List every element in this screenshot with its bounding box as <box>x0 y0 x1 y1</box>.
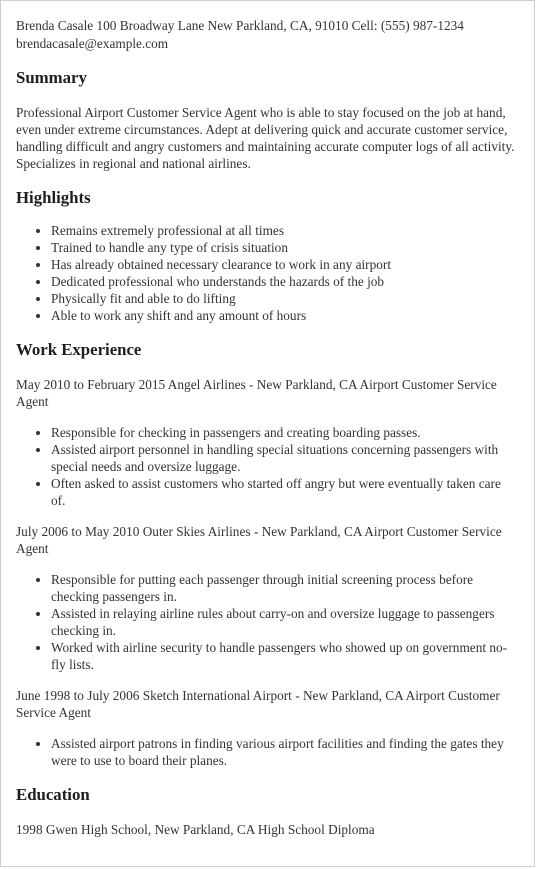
contact-line: Brenda Casale 100 Broadway Lane New Parkland, CA, 91010 Cell: (555) 987-1234 <box>16 18 464 33</box>
job-duty: • Assisted airport patrons in finding various airport facilities and finding the gates they were to use to board their planes. <box>51 735 518 769</box>
highlights-heading: Highlights <box>16 188 91 207</box>
contact-email: brendacasale@example.com <box>16 36 169 51</box>
highlight-item: • Remains extremely professional at all times <box>51 222 518 239</box>
job-title: July 2006 to May 2010 Outer Skies Airlines - New Parkland, CA Airport Customer Service Agent <box>16 524 502 556</box>
highlight-item: • Dedicated professional who understands the hazards of the job <box>51 273 518 290</box>
job-duty: • Often asked to assist customers who started off angry but were eventually taken care of. <box>51 475 518 509</box>
job-duties-list <box>16 424 518 509</box>
highlight-item: • Physically fit and able to do lifting <box>51 290 518 307</box>
job-duty: • Responsible for checking in passengers and creating boarding passes. <box>51 424 518 441</box>
summary-heading: Summary <box>16 68 87 87</box>
job-duty: • Assisted in relaying airline rules about carry-on and oversize luggage to passengers checking in. <box>51 605 518 639</box>
work-experience-heading: Work Experience <box>16 340 142 359</box>
job-title: June 1998 to July 2006 Sketch International Airport - New Parkland, CA Airport Customer Service Agent <box>16 688 500 720</box>
job-duty: • Assisted airport personnel in handling special situations concerning passengers with special needs and oversize luggage. <box>51 441 518 475</box>
summary-text: Professional Airport Customer Service Agent who is able to stay focused on the job at hand, even under extreme circumstances. Adept at delivering quick and accurate customer service, handling difficult and angry customers and maintaining accurate computer logs of all activity. Specializes in regional and national airlines. <box>16 105 515 171</box>
highlight-item: • Trained to handle any type of crisis situation <box>51 239 518 256</box>
job-title: May 2010 to February 2015 Angel Airlines - New Parkland, CA Airport Customer Service Agent <box>16 377 497 409</box>
education-text: 1998 Gwen High School, New Parkland, CA High School Diploma <box>16 822 375 837</box>
job-duties-list <box>16 735 518 769</box>
highlight-item: • Has already obtained necessary clearance to work in any airport <box>51 256 518 273</box>
highlights-list <box>16 222 518 324</box>
contact-block <box>16 17 518 53</box>
job-duties-list <box>16 571 518 673</box>
highlight-item: • Able to work any shift and any amount of hours <box>51 307 518 324</box>
education-heading: Education <box>16 785 90 804</box>
job-duty: • Responsible for putting each passenger through initial screening process before checking passengers in. <box>51 571 518 605</box>
job-duty: • Worked with airline security to handle passengers who showed up on government no-fly lists. <box>51 639 518 673</box>
